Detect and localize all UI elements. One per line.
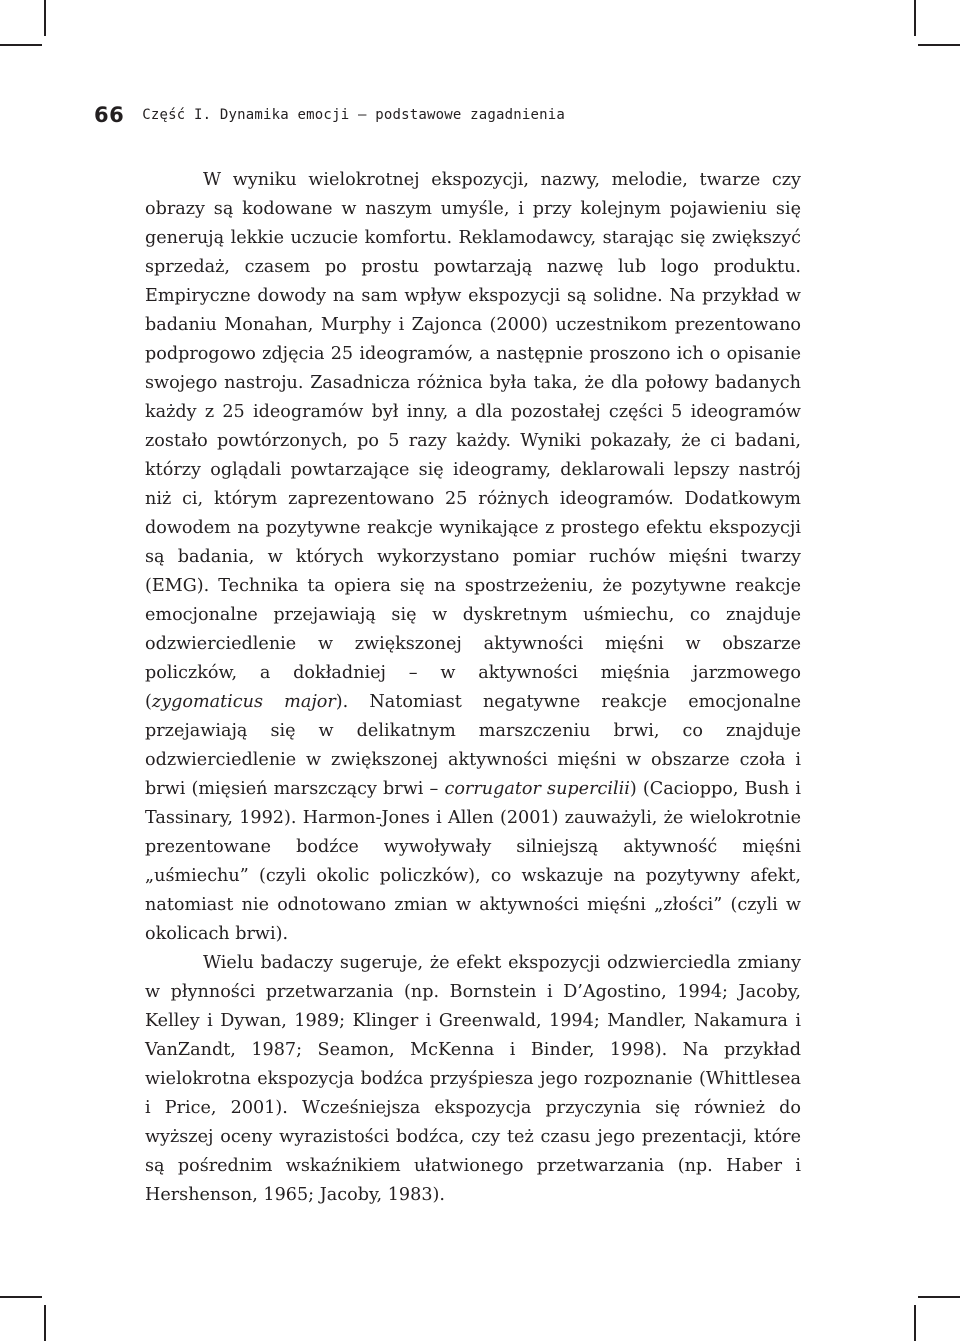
crop-mark-bottom-right-vertical (914, 1305, 916, 1341)
body-text (145, 166, 801, 1210)
text-segment: ) (Cacioppo, Bush i Tassinary, 1992). Harmon-Jones i Allen (2001) zauważyli, że wielokrotnie prezentowane bodźce wywoływały silniejszą aktywność mięśni „uśmiechu” (czyli okolic policzków), co wskazuje na pozytywny afekt, natomiast nie odnotowano zmian w aktywności mięśni „złości” (czyli w okolicach brwi). (145, 779, 801, 944)
paragraph (145, 949, 801, 1210)
text-segment: Wielu badaczy sugeruje, że efekt ekspozycji odzwierciedla zmiany w płynności przetwarzania (np. Bornstein i D’Agostino, 1994; Jacoby, Kelley i Dywan, 1989; Klinger i Greenwald, 1994; Mandler, Nakamura i VanZandt, 1987; Seamon, McKenna i Binder, 1998). Na przykład wielokrotna ekspozycja bodźca przyśpiesza jego rozpoznanie (Whittlesea i Price, 2001). Wcześniejsza ekspozycja przyczynia się również do wyższej oceny wyrazistości bodźca, czy też czasu jego prezentacji, które są pośrednim wskaźnikiem ułatwionego przetwarzania (np. Haber i Hershenson, 1965; Jacoby, 1983). (145, 953, 801, 1205)
italic-term-zygomaticus: zygomaticus major (151, 692, 336, 712)
crop-mark-top-right-horizontal (918, 44, 960, 46)
crop-mark-bottom-right-horizontal (918, 1296, 960, 1298)
text-segment: W wyniku wielokrotnej ekspozycji, nazwy, melodie, twarze czy obrazy są kodowane w naszym umyśle, i przy kolejnym pojawieniu się generują lekkie uczucie komfortu. Reklamodawcy, starając się zwiększyć sprzedaż, czasem po prostu powtarzają nazwę lub logo produktu. Empiryczne dowody na sam wpływ ekspozycji są solidne. Na przykład w badaniu Monahan, Murphy i Zajonca (2000) uczestnikom prezentowano podprogowo zdjęcia 25 ideogramów, a następnie proszono ich o opisanie swojego nastroju. Zasadnicza różnica była taka, że dla połowy badanych każdy z 25 ideogramów był inny, a dla pozostałej części 5 ideogramów zostało powtórzonych, po 5 razy każdy. Wyniki pokazały, że ci badani, którzy oglądali powtarzające się ideogramy, deklarowali lepszy nastrój niż ci, którym zaprezentowano 25 różnych ideogramów. Dodatkowym dowodem na pozytywne reakcje wynikające z prostego efektu ekspozycji są badania, w których wykorzystano pomiar ruchów mięśni twarzy (EMG). Technika ta opiera się na spostrzeżeniu, że pozytywne reakcje emocjonalne przejawiają się w dyskretnym uśmiechu, co znajduje odzwierciedlenie w zwiększonej aktywności mięśni w obszarze policzków, a dokładniej – w aktywności mięśnia jarzmowego ( (145, 170, 801, 712)
crop-mark-bottom-left-horizontal (0, 1296, 42, 1298)
running-head (94, 100, 814, 130)
crop-mark-top-left-horizontal (0, 44, 42, 46)
text-segment: ). Natomiast negatywne reakcje emocjonalne przejawiają się w delikatnym marszczeniu brwi, co znajduje odzwierciedlenie w zwiększonej aktywności mięśni w obszarze czoła i brwi (mięsień marszczący brwi – (145, 692, 801, 799)
running-title: Część I. Dynamika emocji – podstawowe zagadnienia (142, 107, 566, 123)
crop-mark-top-right-vertical (914, 0, 916, 36)
crop-mark-bottom-left-vertical (44, 1305, 46, 1341)
italic-term-corrugator: corrugator supercilii (444, 779, 630, 799)
page-number: 66 (94, 103, 125, 127)
paragraph (145, 166, 801, 949)
crop-mark-top-left-vertical (44, 0, 46, 36)
